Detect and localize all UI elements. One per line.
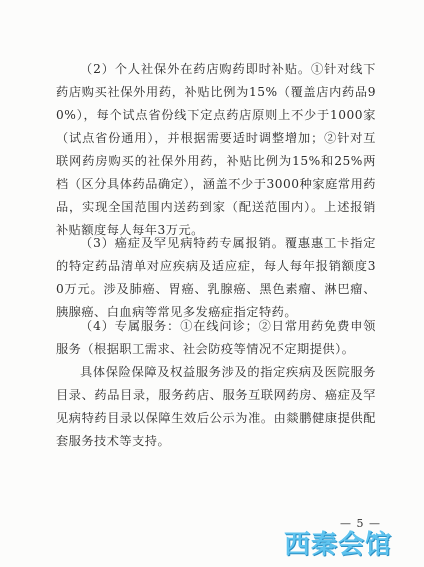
paragraph-exclusive-services: （4）专属服务：①在线问诊；②日常用药免费申领服务（根据职工需求、社会防疫等情况不定期提供）。 xyxy=(56,319,376,356)
paragraph-drug-subsidy: （2）个人社保外在药店购药即时补贴。①针对线下药店购买社保外用药，补贴比例为15%（覆盖店内药品90%），每个试点省份线下定点药店原则上不少于1000家（试点省份通用），并根据需要适时调整增加；②针对互联网药房购买的社保外用药，补贴比例为15%和25%两档（区分具体药品确定），涵盖不少于3000种家庭常用药品，实现全国范围内送药到家（配送范围内）。上述报销补贴额度每人每年3万元。 xyxy=(56,62,376,237)
watermark-logo: 西秦会馆 xyxy=(284,530,393,560)
page-number: — 5 — xyxy=(340,517,381,530)
paragraph-cancer-drug-reimbursement: （3）癌症及罕见病特药专属报销。覆惠惠工卡指定的特定药品清单对应疾病及适应症，每人每年报销额度30万元。涉及肺癌、胃癌、乳腺癌、黑色素瘤、淋巴瘤、胰腺癌、白血病等常见多发癌症指定特药。 xyxy=(56,236,376,319)
paragraph-service-catalog-note: 具体保险保障及权益服务涉及的指定疾病及医院服务目录、药品目录，服务药店、服务互联网药房、癌症及罕见病特药目录以保障生效后公示为准。由燚鹏健康提供配套服务技术等支持。 xyxy=(56,365,376,448)
